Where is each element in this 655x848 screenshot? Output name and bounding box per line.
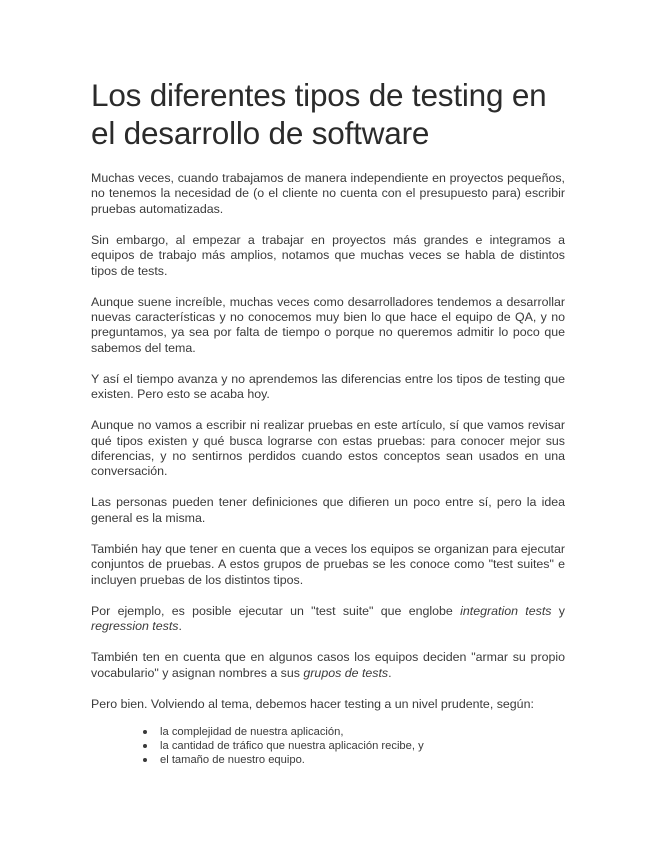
list-item-text: el tamaño de nuestro equipo.	[160, 754, 305, 767]
paragraph-vocabulary-end: .	[388, 665, 392, 680]
emphasis-regression-tests: regression tests	[91, 619, 179, 634]
document-page	[91, 76, 565, 768]
paragraph-2: Sin embargo, al empezar a trabajar en proyectos más grandes e integramos a equipos de trabajo más amplios, notamos que muchas veces se habla de distintos tipos de tests.	[91, 232, 565, 278]
list-item-text: la cantidad de tráfico que nuestra aplicación recibe, y	[160, 740, 424, 753]
bullet-list	[91, 725, 565, 768]
emphasis-integration-tests: integration tests	[460, 603, 552, 618]
emphasis-grupos-de-tests: grupos de tests	[303, 665, 389, 680]
paragraph-4: Y así el tiempo avanza y no aprendemos las diferencias entre los tipos de testing que existen. Pero esto se acaba hoy.	[91, 371, 565, 402]
bullet-icon	[143, 730, 147, 734]
list-item-text: la complejidad de nuestra aplicación,	[160, 725, 344, 738]
paragraph-example-joiner: y	[551, 603, 565, 618]
bullet-icon	[143, 744, 147, 748]
paragraph-6: Las personas pueden tener definiciones que difieren un poco entre sí, pero la idea general es la misma.	[91, 495, 565, 525]
list-item	[143, 739, 565, 753]
paragraph-5: Aunque no vamos a escribir ni realizar pruebas en este artículo, sí que vamos revisar qué tipos existen y qué busca lograrse con estas pruebas: para conocer mejor sus diferencias, y no sentirnos perdidos cuando estos conceptos sean usados en una conversación.	[91, 418, 565, 479]
list-item	[143, 725, 565, 739]
paragraph-1: Muchas veces, cuando trabajamos de manera independiente en proyectos pequeños, no tenemos la necesidad de (o el cliente no cuenta con el presupuesto para) escribir pruebas automatizadas.	[91, 171, 565, 216]
paragraph-example	[91, 604, 565, 635]
paragraph-7: También hay que tener en cuenta que a veces los equipos se organizan para ejecutar conjuntos de pruebas. A estos grupos de pruebas se les conoce como "test suites" e incluyen pruebas de los distintos tipos.	[91, 541, 565, 587]
paragraph-conclusion: Pero bien. Volviendo al tema, debemos hacer testing a un nivel prudente, según:	[91, 696, 534, 711]
document-title: Los diferentes tipos de testing en el desarrollo de software	[91, 77, 547, 151]
list-item	[143, 753, 565, 767]
paragraph-vocabulary-text: También ten en cuenta que en algunos casos los equipos deciden "armar su propio vocabulario" y asignan nombres a sus	[91, 650, 565, 680]
paragraph-3: Aunque suene increíble, muchas veces como desarrolladores tendemos a desarrollar nuevas características y no conocemos muy bien lo que hace el equipo de QA, y no preguntamos, ya sea por falta de tiempo o porque no queremos admitir lo poco que sabemos del tema.	[91, 294, 565, 355]
bullet-icon	[143, 758, 147, 762]
paragraph-example-end: .	[178, 619, 182, 634]
paragraph-example-text: Por ejemplo, es posible ejecutar un "test suite" que englobe	[91, 603, 461, 618]
paragraph-vocabulary	[91, 650, 565, 681]
